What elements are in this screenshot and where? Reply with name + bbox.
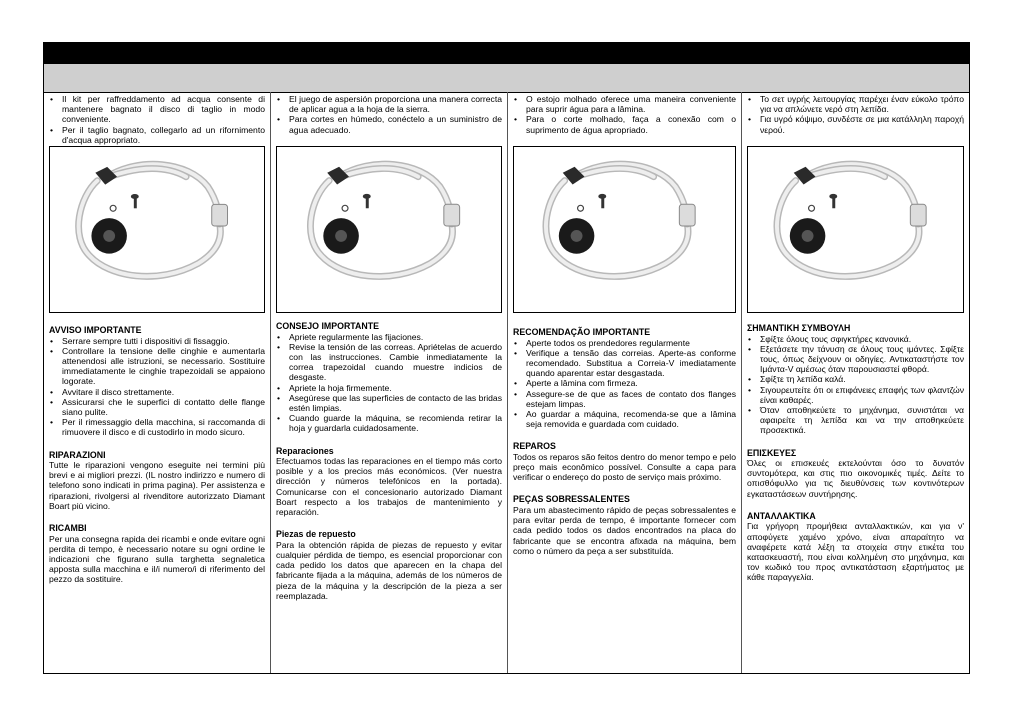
advice-list [747,334,964,436]
intro-bullets [49,94,265,146]
column-greek [742,92,969,673]
wet-kit-image [513,146,736,313]
header-black-bar [44,43,969,64]
o-ring [110,205,116,211]
intro-bullet: • Το σετ υγρής λειτουργίας παρέχει έναν εύκολο τρόπο για να απλώνετε νερό στη λεπίδα. [747,94,964,114]
advice-item: • Σφίξτε όλους τους σφιγκτήρες κανονικά. [747,334,964,344]
clamp-head [598,194,606,199]
section-text: Para um abastecimento rápido de peças sobressalentes e para evitar perda de tempo, é importante fornecer com cada pedido todos os dados encontrados na placa do fabricante que se encontra afixada na máquina, bem como o número da peça a ser substituída. [513,504,736,556]
intro-bullet: • Para o corte molhado, faça a conexão com o suprimento de água apropriado. [513,114,736,134]
advice-item: • Εξετάσετε την τάνυση σε όλους τους ιμάντες. Σφίξτε τους, όπως δείχνουν οι οδηγίες. Αντικαταστήστε τον Ιμάντα-V αμέσως όταν παρουσιαστεί φθορά. [747,344,964,375]
rubber-seal-hole [802,230,814,242]
o-ring [342,205,348,211]
intro-bullets [513,94,736,146]
hose-connector [679,204,695,226]
advice-item: • Controllare la tensione delle cinghie e aumentarla attenendosi alle istruzioni, se necessario. Sostituire immediatamente le cinghie trapezoidali se appaiono logorate. [49,346,265,387]
wet-kit-image [276,146,502,313]
section-text: Tutte le riparazioni vengono eseguite nei termini più brevi e ai migliori prezzi. (IL nostro indirizzo e numero di telefono sono indicati in prima pagina). Per assistenza e riparazioni, rivolgersi al rivenditore autorizzato Diamant Boart più vicino. [49,460,265,511]
intro-bullets [747,94,964,146]
clamp-screw [366,198,369,208]
advice-item: • Avvitare il disco strettamente. [49,387,265,397]
clamp-head [829,194,837,199]
advice-item: • Σιγουρευτείτε ότι οι επιφάνειες επαφής των φλαντζών είναι καθαρές. [747,385,964,405]
hose-connector [444,204,460,226]
advice-item: • Ao guardar a máquina, recomenda-se que a lâmina seja removida e guardada com cuidado. [513,409,736,429]
advice-item: • Aperte a lâmina com firmeza. [513,378,736,388]
section-title: RECOMENDAÇÃO IMPORTANTE [513,327,651,337]
manual-page [43,42,970,674]
rubber-seal-hole [103,230,115,242]
water-kit-illustration [277,147,501,312]
advice-list [513,338,736,430]
intro-bullet: • Per il taglio bagnato, collegarlo ad un rifornimento d'acqua appropriato. [49,125,265,145]
clamp-screw [601,198,604,208]
advice-item: • Per il rimessaggio della macchina, si raccomanda di rimuovere il disco e di custodirlo in modo sicuro. [49,417,265,437]
intro-bullet: • Για υγρό κόψιμο, συνδέστε σε μια κατάλληλη παροχή νερού. [747,114,964,134]
header-grey-bar [44,64,969,93]
section-title: ΑΝΤΑΛΛΑΚΤΙΚΑ [747,510,816,521]
advice-item: • Σφίξτε τη λεπίδα καλά. [747,374,964,384]
section-title: PEÇAS SOBRESSALENTES [513,494,630,505]
section-text: Per una consegna rapida dei ricambi e onde evitare ogni perdita di tempo, è necessario notare su ogni ordine le indicazioni che figurano sulla targhetta segnaletica apposta sulla macchina e il/i numero/i di riferimento del pezzo da sostituire. [49,533,265,585]
water-kit-illustration [514,147,735,312]
section-title: ΣΗΜΑΝΤΙΚΗ ΣΥΜΒΟΥΛΗ [747,323,851,333]
intro-bullet: • El juego de aspersión proporciona una manera correcta de aplicar agua a la hoja de la sierra. [276,94,502,114]
water-kit-illustration [748,147,963,312]
hose-connector [212,204,228,226]
intro-bullet: • O estojo molhado oferece uma maneira conveniente para suprir água para a lâmina. [513,94,736,114]
advice-item: • Cuando guarde la máquina, se recomienda retirar la hoja y guardarla cuidadosamente. [276,413,502,433]
section-title: Reparaciones [276,445,334,456]
intro-bullet: • Il kit per raffreddamento ad acqua consente di mantenere bagnato il disco di taglio in modo conveniente. [49,94,265,125]
wet-kit-image [747,146,964,313]
section-text: Efectuamos todas las reparaciones en el tiempo más corto posible y a los precios más económicos. (Ver nuestra dirección y números telefónicos en la portada). Comunicarse con el concesionario autorizado Diamant Boart respecto a los trabajos de mantenimiento y reparación. [276,456,502,518]
rubber-seal-hole [571,230,583,242]
advice-item: • Asegúrese que las superficies de contacto de las bridas estén limpias. [276,393,502,413]
section-title: CONSEJO IMPORTANTE [276,321,379,331]
advice-list [276,332,502,434]
clamp-screw [134,198,137,208]
advice-item: • Assicurarsi che le superfici di contatto delle flange siano pulite. [49,397,265,417]
intro-bullets [276,94,502,146]
section-text: Todos os reparos são feitos dentro do menor tempo e pelo preço mais econômico possível. Consulte a capa para verificar o endereço do posto de serviço mais próximo. [513,451,736,483]
section-title: ΕΠΙΣΚΕΥΕΣ [747,447,797,458]
clamp-head [363,194,371,199]
intro-bullet: • Para cortes en húmedo, conéctelo a un suministro de agua adecuado. [276,114,502,134]
section-text: Para la obtención rápida de piezas de repuesto y evitar cualquier pérdida de tiempo, es esencial proporcionar con cada pedido los datos que aparecen en la chapa del fabricante fijada a la máquina, además de los números de pieza de la máquina y la descripción de la pieza a ser reemplazada. [276,539,502,601]
advice-item: • Verifique a tensão das correias. Aperte-as conforme recomendado. Substitua a Correia-V imediatamente quando aparentar estar desgastada. [513,348,736,379]
water-kit-illustration [50,147,264,312]
o-ring [578,205,584,211]
section-title: RICAMBI [49,523,87,534]
column-italian [44,92,271,673]
advice-item: • Όταν αποθηκεύετε το μηχάνημα, συνιστάται να αφαιρείτε τη λεπίδα και να την αποθηκεύετε προσεκτικά. [747,405,964,436]
section-text: Για γρήγορη προμήθεια ανταλλακτικών, και για ν' αποφύγετε χαμένο χρόνο, είναι απαραίτητο να αναφέρετε κατά λέξη τα στοιχεία στην ετικέτα του κατασκευαστή, που είναι κολλημένη στο μηχάνημα, και τον κωδικό του προς αντικατάσταση εξαρτήματος με κάθε παραγγελία. [747,521,964,583]
section-text: Όλες οι επισκευές εκτελούνται όσο το δυνατόν συντομότερα, και στις πιο οικονομικές τιμές. Δείτε το οπισθόφυλλο για τις διευθύνσεις των κοντινότερων εγκαταστάσεων συντήρησης. [747,458,964,499]
section-title: RIPARAZIONI [49,449,106,460]
advice-list [49,336,265,438]
hose-connector [910,204,926,226]
advice-item: • Apriete regularmente las fijaciones. [276,332,502,342]
section-title: AVVISO IMPORTANTE [49,325,142,335]
column-portuguese [508,92,742,673]
o-ring [809,205,815,211]
wet-kit-image [49,146,265,313]
section-title: REPAROS [513,441,556,452]
advice-item: • Apriete la hoja firmemente. [276,383,502,393]
advice-item: • Serrare sempre tutti i dispositivi di fissaggio. [49,336,265,346]
clamp-head [131,194,139,199]
column-spanish [271,92,508,673]
rubber-seal-hole [335,230,347,242]
advice-item: • Aperte todos os prendedores regularmente [513,338,736,348]
clamp-screw [832,198,835,208]
advice-item: • Revise la tensión de las correas. Apriételas de acuerdo con las instrucciones. Cambie inmediatamente la correa trapezoidal cuando muestre indicios de desgaste. [276,342,502,383]
section-title: Piezas de repuesto [276,529,356,540]
advice-item: • Assegure-se de que as faces de contato dos flanges estejam limpas. [513,389,736,409]
